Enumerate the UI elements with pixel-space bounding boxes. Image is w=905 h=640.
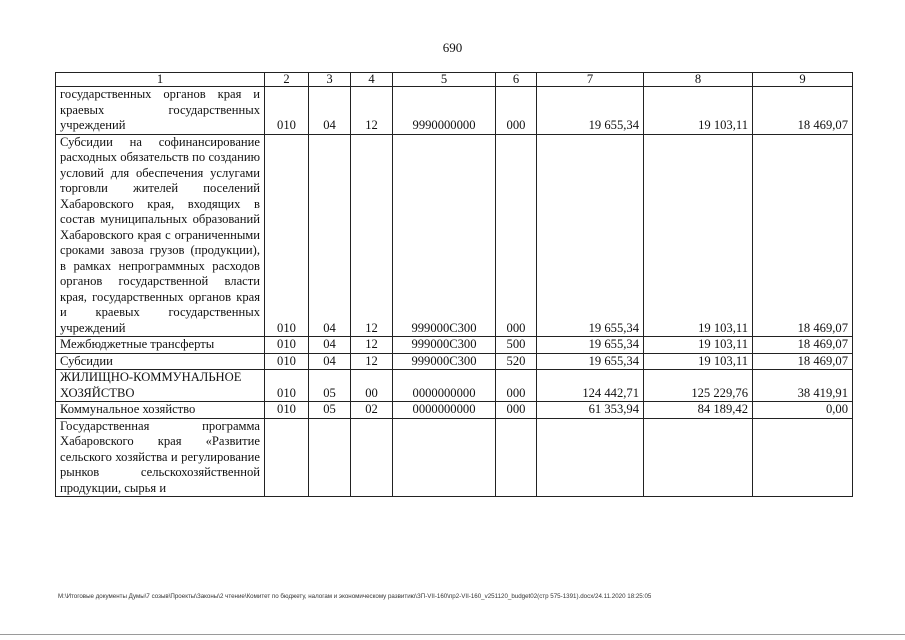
cell-subsection: 12 (351, 353, 393, 370)
cell-section: 04 (309, 337, 351, 354)
cell-target-article: 999000С300 (393, 353, 496, 370)
cell-target-article: 0000000000 (393, 402, 496, 419)
cell-subsection: 12 (351, 87, 393, 135)
header-cell: 2 (265, 73, 309, 87)
cell-ministry: 010 (265, 87, 309, 135)
row-name: Субсидии (56, 353, 265, 370)
table-row (56, 402, 853, 419)
cell-amount-2: 19 103,11 (644, 134, 753, 337)
cell-subsection: 12 (351, 337, 393, 354)
cell-expense-type: 000 (496, 370, 537, 402)
cell-ministry: 010 (265, 402, 309, 419)
cell-section: 04 (309, 87, 351, 135)
header-row (56, 73, 853, 87)
cell-amount-1 (537, 418, 644, 497)
header-cell: 8 (644, 73, 753, 87)
cell-amount-1: 19 655,34 (537, 337, 644, 354)
cell-subsection: 00 (351, 370, 393, 402)
cell-target-article: 0000000000 (393, 370, 496, 402)
cell-amount-1: 19 655,34 (537, 353, 644, 370)
cell-amount-3: 18 469,07 (753, 87, 853, 135)
table-row (56, 353, 853, 370)
table-row (56, 134, 853, 337)
cell-section (309, 418, 351, 497)
cell-amount-3: 18 469,07 (753, 337, 853, 354)
cell-amount-1: 19 655,34 (537, 134, 644, 337)
cell-amount-2: 19 103,11 (644, 87, 753, 135)
row-name: ЖИЛИЩНО-КОММУНАЛЬНОЕ ХОЗЯЙСТВО (56, 370, 265, 402)
cell-subsection: 12 (351, 134, 393, 337)
header-cell: 3 (309, 73, 351, 87)
header-cell: 6 (496, 73, 537, 87)
cell-amount-2: 19 103,11 (644, 337, 753, 354)
cell-expense-type: 000 (496, 402, 537, 419)
cell-ministry: 010 (265, 337, 309, 354)
header-cell: 1 (56, 73, 265, 87)
cell-section: 05 (309, 402, 351, 419)
cell-ministry: 010 (265, 370, 309, 402)
cell-expense-type: 500 (496, 337, 537, 354)
cell-expense-type: 520 (496, 353, 537, 370)
cell-section: 04 (309, 353, 351, 370)
cell-section: 04 (309, 134, 351, 337)
bottom-divider (0, 634, 905, 635)
cell-subsection (351, 418, 393, 497)
cell-target-article: 999000С300 (393, 134, 496, 337)
cell-expense-type: 000 (496, 87, 537, 135)
page-number: 690 (442, 40, 463, 55)
cell-amount-1: 19 655,34 (537, 87, 644, 135)
header-cell: 4 (351, 73, 393, 87)
cell-ministry: 010 (265, 134, 309, 337)
cell-ministry: 010 (265, 353, 309, 370)
cell-expense-type: 000 (496, 134, 537, 337)
budget-table (55, 72, 853, 497)
cell-amount-3 (753, 418, 853, 497)
cell-amount-3: 18 469,07 (753, 134, 853, 337)
table-row (56, 337, 853, 354)
cell-target-article: 9990000000 (393, 87, 496, 135)
row-name: Государственная программа Хабаровского края «Развитие сельского хозяйства и регулирование рынков сельскохозяйственной продукции, сырья и (56, 418, 265, 497)
cell-amount-2: 125 229,76 (644, 370, 753, 402)
cell-target-article: 999000С300 (393, 337, 496, 354)
footer-file-path: M:\Итоговые документы Думы\7 созыв\Проекты\Законы\2 чтение\Комитет по бюджету, налогам и экономическому развитию\ЗП-VII-160\пр2-VII-160_v251120_budget02(стр 575-1391).docx/24.11.2020 18:25:05 (58, 593, 652, 600)
row-name: Межбюджетные трансферты (56, 337, 265, 354)
table-row (56, 370, 853, 402)
table-row (56, 87, 853, 135)
table-row (56, 418, 853, 497)
cell-target-article (393, 418, 496, 497)
cell-amount-3: 18 469,07 (753, 353, 853, 370)
cell-amount-1: 124 442,71 (537, 370, 644, 402)
header-cell: 9 (753, 73, 853, 87)
cell-amount-2 (644, 418, 753, 497)
row-name: Коммунальное хозяйство (56, 402, 265, 419)
cell-amount-3: 38 419,91 (753, 370, 853, 402)
row-name: Субсидии на софинансирование расходных обязательств по созданию условий для обеспечения услугами торговли жителей поселений Хабаровского края, входящих в состав муниципальных образований Хабаровского края с ограниченными сроками завоза грузов (продукции), в рамках непрограммных расходов органов государственной власти края, государственных органов края и краевых государственных учреждений (56, 134, 265, 337)
cell-section: 05 (309, 370, 351, 402)
header-cell: 5 (393, 73, 496, 87)
cell-subsection: 02 (351, 402, 393, 419)
header-cell: 7 (537, 73, 644, 87)
cell-amount-2: 19 103,11 (644, 353, 753, 370)
cell-amount-2: 84 189,42 (644, 402, 753, 419)
cell-ministry (265, 418, 309, 497)
cell-amount-3: 0,00 (753, 402, 853, 419)
cell-expense-type (496, 418, 537, 497)
cell-amount-1: 61 353,94 (537, 402, 644, 419)
row-name: государственных органов края и краевых государственных учреждений (56, 87, 265, 135)
